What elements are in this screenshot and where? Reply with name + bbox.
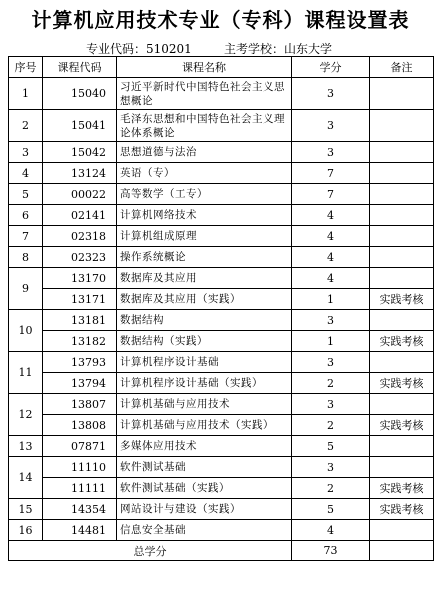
cell-credit: 1	[292, 289, 370, 310]
cell-credit: 3	[292, 310, 370, 331]
cell-remark	[370, 142, 434, 163]
table-row	[9, 415, 434, 436]
major-code: 专业代码：510201	[86, 42, 192, 56]
table-row	[9, 205, 434, 226]
cell-remark	[370, 268, 434, 289]
cell-course-code: 13124	[43, 163, 117, 184]
cell-course-name: 软件测试基础	[117, 457, 292, 478]
cell-seq: 2	[9, 110, 43, 142]
cell-course-code: 02323	[43, 247, 117, 268]
cell-course-code: 11111	[43, 478, 117, 499]
cell-course-name: 计算机基础与应用技术	[117, 394, 292, 415]
cell-remark	[370, 436, 434, 457]
cell-seq: 15	[9, 499, 43, 520]
cell-course-name: 信息安全基础	[117, 520, 292, 541]
cell-course-code: 13181	[43, 310, 117, 331]
cell-course-code: 15042	[43, 142, 117, 163]
cell-course-code: 11110	[43, 457, 117, 478]
cell-course-name: 数据库及其应用	[117, 268, 292, 289]
cell-credit: 7	[292, 163, 370, 184]
total-label: 总学分	[9, 541, 292, 561]
cell-remark	[370, 226, 434, 247]
cell-remark	[370, 184, 434, 205]
page-title: 计算机应用技术专业（专科）课程设置表	[31, 8, 410, 32]
cell-course-code: 13171	[43, 289, 117, 310]
cell-course-code: 14354	[43, 499, 117, 520]
cell-remark	[370, 78, 434, 110]
cell-seq: 11	[9, 352, 43, 394]
table-row	[9, 247, 434, 268]
table-row	[9, 289, 434, 310]
cell-credit: 4	[292, 520, 370, 541]
cell-seq: 9	[9, 268, 43, 310]
total-credit: 73	[292, 541, 370, 561]
cell-course-name: 高等数学（工专）	[117, 184, 292, 205]
table-row	[9, 457, 434, 478]
cell-seq: 6	[9, 205, 43, 226]
table-row	[9, 142, 434, 163]
cell-credit: 4	[292, 205, 370, 226]
course-table	[8, 56, 434, 561]
cell-seq: 16	[9, 520, 43, 541]
cell-remark: 实践考核	[370, 499, 434, 520]
table-row	[9, 520, 434, 541]
cell-remark: 实践考核	[370, 478, 434, 499]
cell-remark	[370, 352, 434, 373]
cell-course-name: 计算机基础与应用技术（实践）	[117, 415, 292, 436]
cell-seq: 12	[9, 394, 43, 436]
total-remark	[370, 541, 434, 561]
cell-credit: 3	[292, 78, 370, 110]
cell-course-code: 13794	[43, 373, 117, 394]
cell-credit: 1	[292, 331, 370, 352]
cell-credit: 4	[292, 226, 370, 247]
cell-course-name: 习近平新时代中国特色社会主义思想概论	[117, 78, 292, 110]
table-row	[9, 78, 434, 110]
cell-credit: 3	[292, 142, 370, 163]
cell-course-code: 07871	[43, 436, 117, 457]
cell-remark	[370, 457, 434, 478]
table-header-row	[9, 57, 434, 78]
header-remark: 备注	[370, 57, 434, 78]
course-table-body	[9, 78, 434, 541]
cell-seq: 8	[9, 247, 43, 268]
cell-course-name: 计算机组成原理	[117, 226, 292, 247]
cell-course-name: 网站设计与建设（实践）	[117, 499, 292, 520]
table-row	[9, 436, 434, 457]
cell-seq: 5	[9, 184, 43, 205]
table-row	[9, 499, 434, 520]
cell-remark	[370, 205, 434, 226]
cell-remark	[370, 163, 434, 184]
cell-remark: 实践考核	[370, 373, 434, 394]
cell-course-name: 计算机程序设计基础（实践）	[117, 373, 292, 394]
cell-seq: 13	[9, 436, 43, 457]
cell-course-code: 02318	[43, 226, 117, 247]
table-row	[9, 110, 434, 142]
table-row	[9, 394, 434, 415]
cell-credit: 2	[292, 415, 370, 436]
cell-course-name: 数据结构（实践）	[117, 331, 292, 352]
cell-seq: 1	[9, 78, 43, 110]
cell-credit: 3	[292, 110, 370, 142]
cell-credit: 2	[292, 373, 370, 394]
table-row	[9, 184, 434, 205]
cell-remark	[370, 394, 434, 415]
cell-credit: 4	[292, 268, 370, 289]
cell-remark: 实践考核	[370, 415, 434, 436]
cell-course-name: 思想道德与法治	[117, 142, 292, 163]
cell-course-name: 数据结构	[117, 310, 292, 331]
cell-credit: 5	[292, 436, 370, 457]
cell-course-name: 毛泽东思想和中国特色社会主义理论体系概论	[117, 110, 292, 142]
cell-course-code: 13170	[43, 268, 117, 289]
table-row	[9, 163, 434, 184]
cell-course-code: 13182	[43, 331, 117, 352]
total-row	[9, 541, 434, 561]
table-row	[9, 331, 434, 352]
cell-remark: 实践考核	[370, 289, 434, 310]
cell-course-name: 多媒体应用技术	[117, 436, 292, 457]
cell-course-code: 13808	[43, 415, 117, 436]
cell-credit: 7	[292, 184, 370, 205]
cell-credit: 5	[292, 499, 370, 520]
cell-course-name: 计算机网络技术	[117, 205, 292, 226]
cell-course-code: 15040	[43, 78, 117, 110]
cell-credit: 3	[292, 394, 370, 415]
cell-credit: 2	[292, 478, 370, 499]
cell-course-code: 15041	[43, 110, 117, 142]
cell-course-name: 计算机程序设计基础	[117, 352, 292, 373]
cell-course-code: 00022	[43, 184, 117, 205]
cell-course-code: 13807	[43, 394, 117, 415]
header-credit: 学分	[292, 57, 370, 78]
host-school: 主考学校：山东大学	[224, 42, 333, 56]
cell-course-name: 软件测试基础（实践）	[117, 478, 292, 499]
cell-remark	[370, 520, 434, 541]
header-code: 课程代码	[43, 57, 117, 78]
cell-remark: 实践考核	[370, 331, 434, 352]
cell-course-code: 13793	[43, 352, 117, 373]
cell-course-name: 英语（专）	[117, 163, 292, 184]
cell-seq: 10	[9, 310, 43, 352]
cell-remark	[370, 247, 434, 268]
cell-seq: 7	[9, 226, 43, 247]
cell-credit: 4	[292, 247, 370, 268]
table-row	[9, 226, 434, 247]
cell-remark	[370, 110, 434, 142]
cell-seq: 14	[9, 457, 43, 499]
cell-course-name: 数据库及其应用（实践）	[117, 289, 292, 310]
table-row	[9, 373, 434, 394]
table-row	[9, 268, 434, 289]
cell-course-code: 02141	[43, 205, 117, 226]
cell-credit: 3	[292, 352, 370, 373]
cell-course-code: 14481	[43, 520, 117, 541]
table-row	[9, 478, 434, 499]
cell-course-name: 操作系统概论	[117, 247, 292, 268]
header-name: 课程名称	[117, 57, 292, 78]
cell-seq: 4	[9, 163, 43, 184]
cell-remark	[370, 310, 434, 331]
table-row	[9, 310, 434, 331]
header-seq: 序号	[9, 57, 43, 78]
table-row	[9, 352, 434, 373]
cell-credit: 3	[292, 457, 370, 478]
cell-seq: 3	[9, 142, 43, 163]
